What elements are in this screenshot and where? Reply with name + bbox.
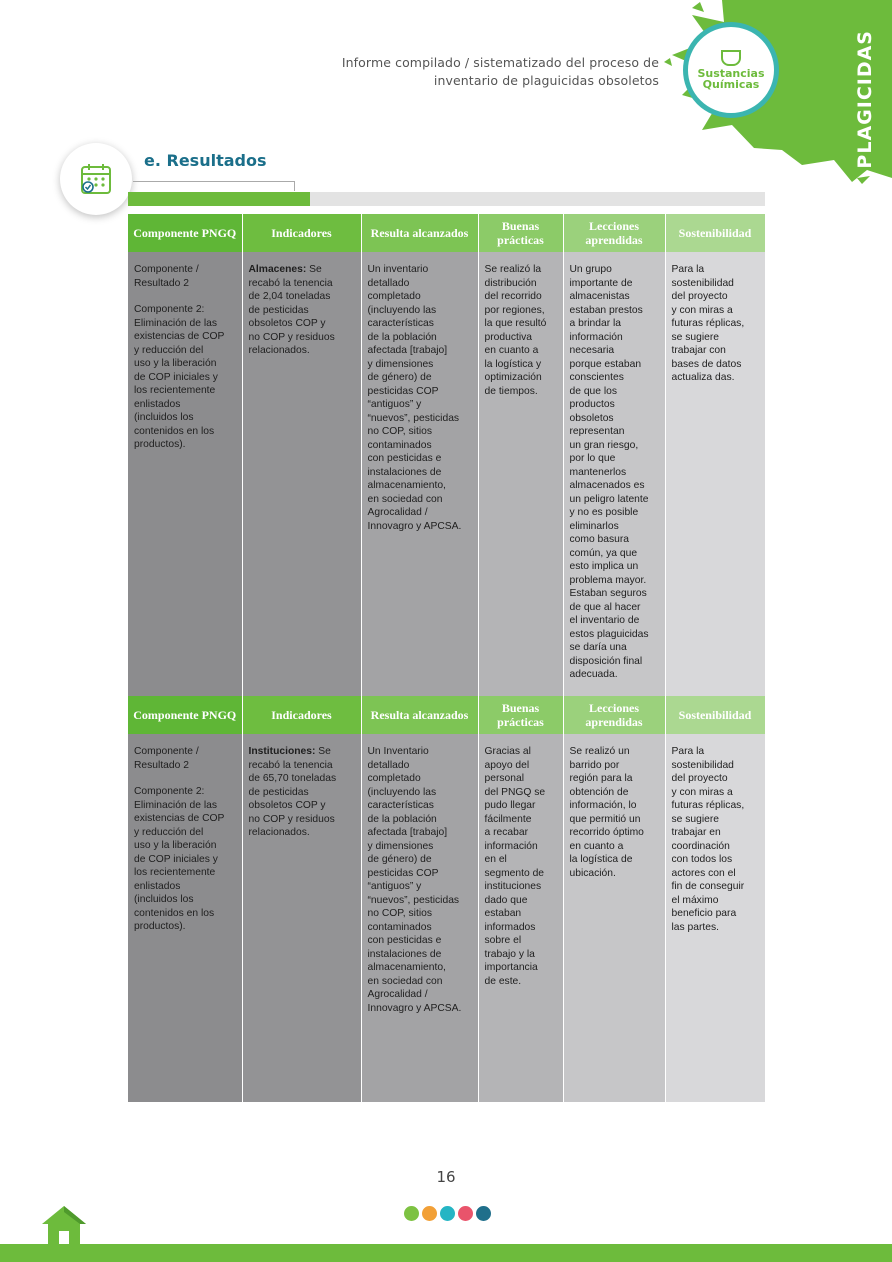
title-connector-line	[133, 181, 295, 191]
header-componente: Componente PNGQ	[128, 696, 242, 734]
indicador-label: Almacenes:	[248, 264, 307, 275]
title-bar-track	[310, 192, 765, 206]
calendar-icon	[78, 161, 114, 197]
header-resultados: Resulta alcanzados	[361, 214, 478, 252]
header-indicadores: Indicadores	[242, 214, 361, 252]
componente-result: Componente / Resultado 2	[134, 264, 199, 289]
header-componente: Componente PNGQ	[128, 214, 242, 252]
section-title: e. Resultados	[144, 151, 267, 170]
componente-result: Componente / Resultado 2	[134, 746, 199, 771]
results-table-instituciones	[128, 696, 766, 1102]
cell-indicador	[242, 252, 361, 726]
cell-lecciones	[563, 734, 665, 1102]
table-row	[128, 734, 765, 1102]
cell-componente	[128, 734, 242, 1102]
table-row	[128, 252, 765, 726]
cell-resultados	[361, 252, 478, 726]
header-indicadores: Indicadores	[242, 696, 361, 734]
header-buenas-practicas: Buenas prácticas	[478, 214, 563, 252]
cell-componente	[128, 252, 242, 726]
table-header-row	[128, 214, 765, 252]
header-lecciones: Lecciones aprendidas	[563, 214, 665, 252]
indicador-label: Instituciones:	[248, 746, 316, 757]
results-table-almacenes	[128, 214, 766, 726]
color-dot	[422, 1206, 437, 1221]
header-resultados: Resulta alcanzados	[361, 696, 478, 734]
componente-description: Componente 2: Eliminación de las existencias de COP y reducción del uso y la liberación de COP iniciales y los recientemente enlistados (incluidos los contenidos en los productos).	[134, 786, 225, 932]
table-header-row	[128, 696, 765, 734]
header-buenas-practicas: Buenas prácticas	[478, 696, 563, 734]
sostenibilidad-text: Para la sostenibilidad del proyecto y con miras a futuras réplicas, se sugiere trabajar en coordinación con todos los actores con el fin de conseguir el máximo beneficio para las partes.	[671, 746, 745, 933]
side-category-label: PLAGICIDAS	[854, 30, 876, 169]
cell-resultados	[361, 734, 478, 1102]
buenas-practicas-text: Se realizó la distribución del recorrido por regiones, la que resultó productiva en cuanto a la logística y optimización de tiempos.	[484, 264, 547, 397]
cell-buenas-practicas	[478, 734, 563, 1102]
indicador-text: Se recabó la tenencia de 2,04 toneladas de pesticidas obsoletos COP y no COP y residuos relacionados.	[248, 264, 335, 356]
resultados-text: Un Inventario detallado completado (incluyendo las características de la población afectada [trabajo] y dimensiones de género) de pesticidas COP “antiguos” y “nuevos”, pesticidas no COP, sitios contaminados con pesticidas e instalaciones de almacenamiento, en sociedad con Agrocalidad / Innovagro y APCSA.	[367, 746, 462, 1014]
lecciones-text: Un grupo importante de almacenistas estaban prestos a brindar la información necesaria porque estaban conscientes de que los productos obsoletos representan un gran riesgo, por lo que mantenerlos almacenados es un peligro latente y no es posible eliminarlos como basura común, ya que esto implica un problema mayor. Estaban seguros de que al hacer el inventario de estos plaguicidas se daría una disposición final adecuada.	[569, 264, 649, 680]
header-sostenibilidad: Sostenibilidad	[665, 696, 765, 734]
sustancias-quimicas-logo	[683, 22, 779, 118]
header-line-2: inventario de plaguicidas obsoletos	[433, 73, 659, 88]
resultados-text: Un inventario detallado completado (incluyendo las características de la población afectada [trabajo] y dimensiones de género) de pesticidas COP “antiguos” y “nuevos”, pesticidas no COP, sitios contaminados con pesticidas e instalaciones de almacenamiento, en sociedad con Agrocalidad / Innovagro y APCSA.	[367, 264, 462, 532]
sostenibilidad-text: Para la sostenibilidad del proyecto y con miras a futuras réplicas, se sugiere trabajar con bases de datos actualiza das.	[671, 264, 745, 383]
footer-bar	[0, 1244, 892, 1262]
color-dot	[404, 1206, 419, 1221]
lecciones-text: Se realizó un barrido por región para la obtención de información, lo que permitió un recorrido óptimo en cuanto a la logística de ubicación.	[569, 746, 644, 879]
color-dots	[404, 1206, 491, 1221]
document-header	[342, 54, 659, 90]
color-dot	[476, 1206, 491, 1221]
home-icon[interactable]	[40, 1204, 88, 1246]
color-dot	[440, 1206, 455, 1221]
flask-icon	[721, 50, 741, 66]
color-dot	[458, 1206, 473, 1221]
section-icon-circle	[60, 143, 132, 215]
logo-text: Sustancias Químicas	[697, 67, 765, 91]
header-line-1: Informe compilado / sistematizado del proceso de	[341, 55, 659, 70]
componente-description: Componente 2: Eliminación de las existencias de COP y reducción del uso y la liberación de COP iniciales y los recientemente enlistados (incluidos los contenidos en los productos).	[134, 304, 225, 450]
cell-indicador	[242, 734, 361, 1102]
cell-sostenibilidad	[665, 252, 765, 726]
cell-sostenibilidad	[665, 734, 765, 1102]
header-sostenibilidad: Sostenibilidad	[665, 214, 765, 252]
indicador-text: Se recabó la tenencia de 65,70 toneladas de pesticidas obsoletos COP y no COP y residuos relacionados.	[248, 746, 337, 838]
cell-buenas-practicas	[478, 252, 563, 726]
buenas-practicas-text: Gracias al apoyo del personal del PNGQ se pudo llegar fácilmente a recabar información en el segmento de instituciones dado que estaban informados sobre el trabajo y la importancia de este.	[484, 746, 546, 987]
page-number: 16	[436, 1168, 456, 1186]
header-lecciones: Lecciones aprendidas	[563, 696, 665, 734]
title-bar-accent	[128, 192, 310, 206]
cell-lecciones	[563, 252, 665, 726]
